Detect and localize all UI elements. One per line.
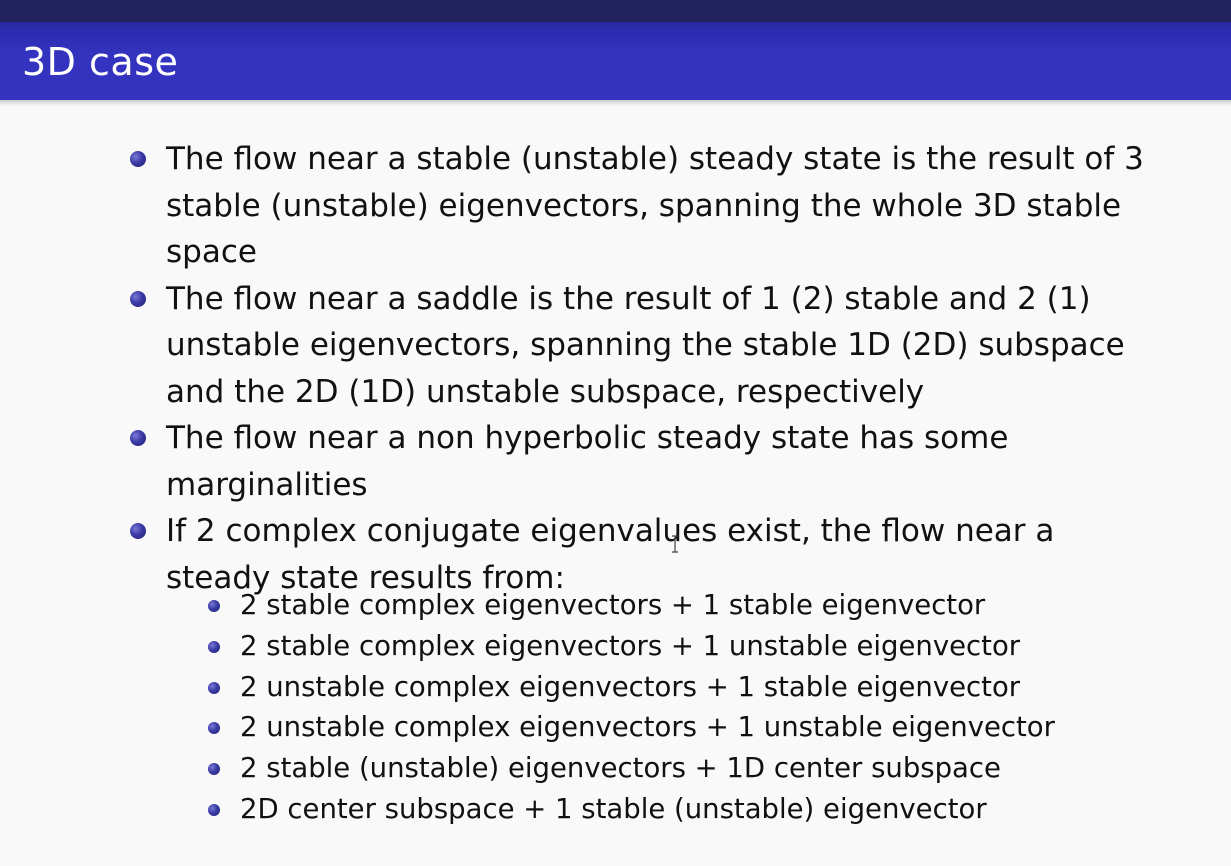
bullet-icon <box>130 151 146 167</box>
sub-list-item <box>206 748 1106 789</box>
sub-bullet-icon <box>208 641 220 653</box>
bullet-icon <box>130 291 146 307</box>
bullet-list <box>130 136 1160 601</box>
bullet-text: The flow near a stable (unstable) steady state is the result of 3 stable (unstable) eigenvectors, spanning the whole 3D stable space <box>166 141 1144 270</box>
sub-bullet-icon <box>208 682 220 694</box>
sub-bullet-text: 2 unstable complex eigenvectors + 1 unstable eigenvector <box>240 711 1055 744</box>
sub-bullet-text: 2D center subspace + 1 stable (unstable) eigenvector <box>240 792 987 825</box>
sub-list-item <box>206 789 1106 830</box>
list-item <box>130 415 1160 508</box>
bullet-text: The flow near a non hyperbolic steady state has some marginalities <box>166 420 1009 503</box>
text-cursor-icon <box>670 535 680 553</box>
sub-bullet-icon <box>208 763 220 775</box>
bullet-text: If 2 complex conjugate eigenvalues exist, the flow near a steady state results from: <box>166 513 1055 596</box>
list-item <box>130 136 1160 276</box>
sub-bullet-icon <box>208 600 220 612</box>
slide-title: 3D case <box>22 40 179 84</box>
sub-list-item <box>206 626 1106 667</box>
sub-bullet-icon <box>208 804 220 816</box>
sub-list-item <box>206 707 1106 748</box>
sub-bullet-text: 2 stable complex eigenvectors + 1 stable eigenvector <box>240 589 986 621</box>
bullet-icon <box>130 430 146 446</box>
sub-list-item <box>206 585 1106 626</box>
sub-bullet-text: 2 unstable complex eigenvectors + 1 stable eigenvector <box>240 670 1021 703</box>
sub-list-item <box>206 667 1106 708</box>
sub-bullet-list <box>206 585 1106 830</box>
bullet-text: The flow near a saddle is the result of 1 (2) stable and 2 (1) unstable eigenvectors, spanning the stable 1D (2D) subspace and the 2D (1D) unstable subspace, respectively <box>166 280 1125 410</box>
sub-bullet-text: 2 stable complex eigenvectors + 1 unstable eigenvector <box>240 629 1021 662</box>
sub-bullet-text: 2 stable (unstable) eigenvectors + 1D center subspace <box>240 752 1001 785</box>
list-item <box>130 276 1160 416</box>
bullet-icon <box>130 523 146 539</box>
sub-bullet-icon <box>208 722 220 734</box>
